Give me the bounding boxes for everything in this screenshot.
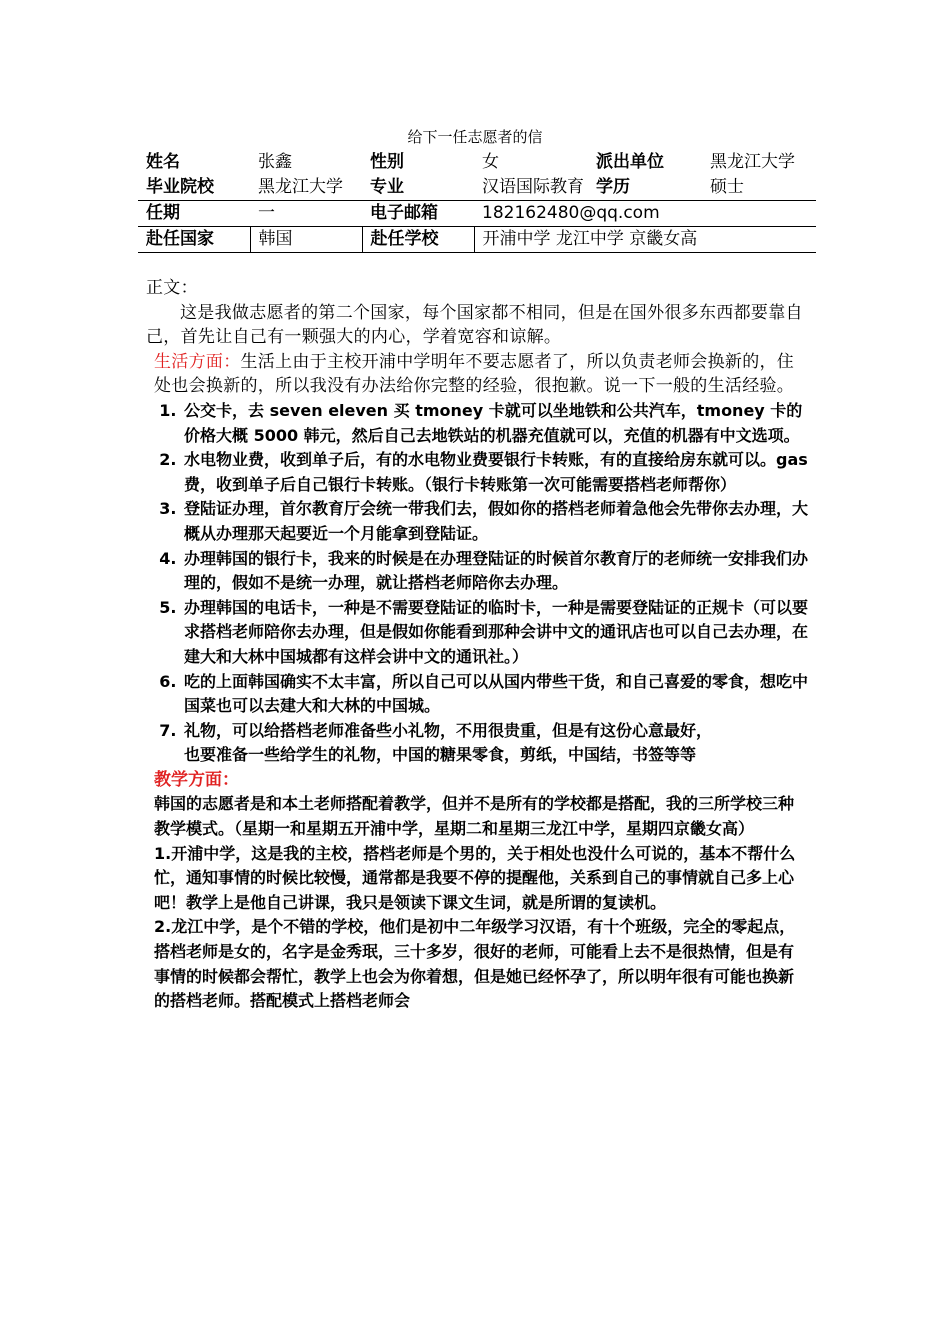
name-label: 姓名	[146, 152, 180, 172]
gift-extra: 也要准备一些给学生的礼物，中国的糖果零食，剪纸，中国结，书签等等	[184, 745, 697, 765]
document-title: 给下一任志愿者的信	[407, 128, 543, 146]
life-text: 生活上由于主校开浦中学明年不要志愿者了，所以负责老师会换新的，住处也会换新的，所以我没有办法给你完整的经验，很抱歉。说一下一般的生活经验。	[154, 351, 795, 397]
list-item: 5. 办理韩国的电话卡，一种是不需要登陆证的临时卡，一种是需要登陆证的正规卡（可以要求搭档老师陪你去办理，但是假如你能看到那种会讲中文的通讯店也可以自己去办理，在建大和大林中国城都有这样会讲中文的通讯社。）	[182, 596, 808, 670]
life-heading: 生活方面：	[154, 351, 241, 372]
list-item: 2. 水电物业费，收到单子后，有的水电物业费要银行卡转账，有的直接给房东就可以。gas 费，收到单子后自己银行卡转账。（银行卡转账第一次可能需要搭档老师帮你）	[182, 448, 808, 497]
school-value: 黑龙江大学	[258, 177, 343, 197]
gender-value: 女	[482, 152, 499, 172]
volunteer-info-table	[138, 150, 816, 253]
school-label: 毕业院校	[146, 177, 214, 197]
intro-paragraph: 这是我做志愿者的第二个国家，每个国家都不相同，但是在国外很多东西都要靠自己，首先让自己有一颗强大的内心，学着宽容和谅解。	[146, 302, 803, 348]
life-tips-list	[146, 399, 808, 743]
list-item: 3. 登陆证办理，首尔教育厅会统一带我们去，假如你的搭档老师着急他会先带你去办理，大概从办理那天起要近一个月能拿到登陆证。	[182, 497, 808, 546]
list-item: 4. 办理韩国的银行卡，我来的时候是在办理登陆证的时候首尔教育厅的老师统一安排我们办理的，假如不是统一办理，就让搭档老师陪你去办理。	[182, 547, 808, 596]
unit-label: 派出单位	[596, 152, 664, 172]
term-label: 任期	[138, 201, 250, 227]
post-school-value: 开浦中学 龙江中学 京畿女高	[474, 227, 816, 253]
email-label: 电子邮箱	[362, 201, 474, 227]
name-value: 张鑫	[258, 152, 292, 172]
major-label: 专业	[370, 177, 404, 197]
degree-value: 硕士	[710, 177, 744, 197]
list-item: 7. 礼物，可以给搭档老师准备些小礼物，不用很贵重，但是有这份心意最好，	[182, 719, 808, 744]
teaching-heading: 教学方面：	[154, 769, 239, 790]
country-label: 赴任国家	[138, 227, 250, 253]
intro-label: 正文：	[146, 278, 198, 298]
list-item: 6. 吃的上面韩国确实不太丰富，所以自己可以从国内带些干货，和自己喜爱的零食，想吃中国菜也可以去建大和大林的中国城。	[182, 670, 808, 719]
letter-body	[146, 276, 808, 1014]
term-value: 一	[250, 201, 362, 227]
school1-paragraph: 1.开浦中学，这是我的主校，搭档老师是个男的，关于相处也没什么可说的，基本不帮什么忙，通知事情的时候比较慢，通常都是我要不停的提醒他，关系到自己的事情就自己多上心吧！教学上是他自己讲课，我只是领读下课文生词，就是所谓的复读机。	[154, 843, 796, 912]
info-row	[138, 201, 816, 227]
teaching-intro: 韩国的志愿者是和本土老师搭配着教学，但并不是所有的学校都是搭配，我的三所学校三种教学模式。（星期一和星期五开浦中学，星期二和星期三龙江中学，星期四京畿女高）	[154, 794, 795, 839]
info-row	[138, 227, 816, 253]
major-value: 汉语国际教育	[482, 177, 584, 197]
gender-label: 性别	[370, 152, 404, 172]
school2-paragraph: 2.龙江中学，是个不错的学校，他们是初中二年级学习汉语，有十个班级，完全的零起点，搭档老师是女的，名字是金秀珉，三十多岁，很好的老师，可能看上去不是很热情，但是有事情的时候都会帮忙，教学上也会为你着想，但是她已经怀孕了，所以明年很有可能也换新的搭档老师。搭配模式上搭档老师会	[154, 917, 796, 1011]
list-item: 1. 公交卡，去 seven eleven 买 tmoney 卡就可以坐地铁和公共汽车，tmoney 卡的价格大概 5000 韩元，然后自己去地铁站的机器充值就可以，充值的机器有中文选项。	[182, 399, 808, 448]
info-row	[138, 175, 816, 201]
life-paragraph	[146, 350, 808, 399]
post-school-label: 赴任学校	[362, 227, 474, 253]
country-value: 韩国	[250, 227, 362, 253]
email-value: 182162480@qq.com	[474, 201, 816, 227]
unit-value: 黑龙江大学	[710, 152, 795, 172]
degree-label: 学历	[596, 177, 630, 197]
info-row	[138, 150, 816, 175]
